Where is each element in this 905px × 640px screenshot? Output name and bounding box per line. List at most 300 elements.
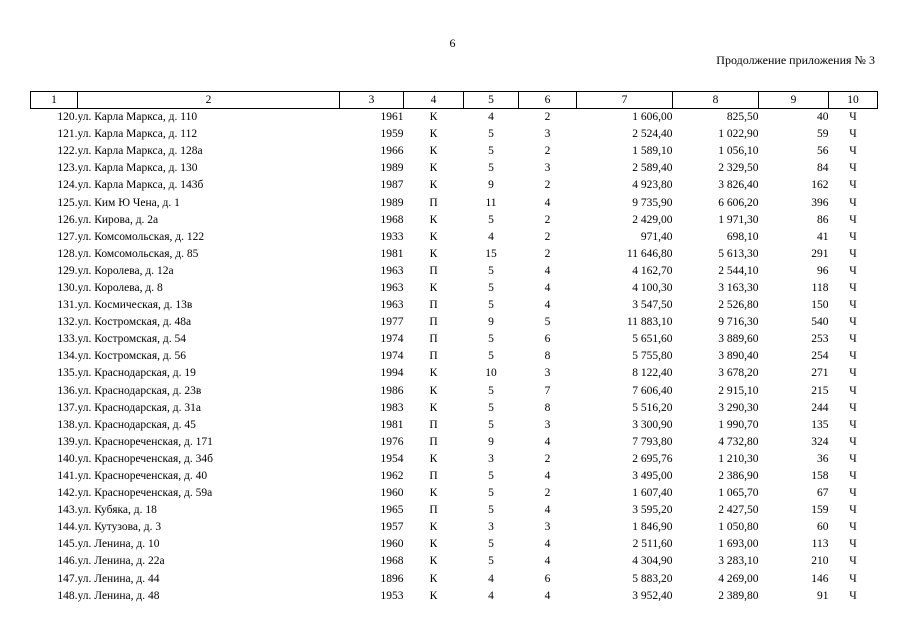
cell-entrances: 4 — [544, 264, 551, 277]
cell-total-area: 5 651,60 — [632, 333, 673, 346]
cell-year-built: 1957 — [380, 521, 404, 534]
cell-floors: 5 — [488, 384, 494, 397]
table-row — [31, 468, 878, 485]
cell-wall-material: П — [429, 196, 438, 209]
cell-residents: 158 — [811, 470, 829, 483]
cell-floors: 5 — [488, 213, 494, 226]
table-row — [31, 519, 878, 536]
cell-status: Ч — [849, 435, 857, 448]
cell-row-number: 140. — [57, 452, 78, 465]
cell-total-area: 8 122,40 — [632, 367, 673, 380]
cell-total-area: 5 516,20 — [632, 401, 673, 414]
cell-row-number: 123. — [57, 162, 78, 175]
table-row — [31, 365, 878, 382]
cell-address: ул. Комсомольская, д. 85 — [77, 247, 199, 260]
cell-year-built: 1968 — [380, 555, 404, 568]
cell-total-area: 7 606,40 — [632, 384, 673, 397]
table-row — [31, 160, 878, 177]
cell-row-number: 143. — [57, 504, 78, 517]
cell-residents: 118 — [811, 281, 829, 294]
cell-wall-material: К — [429, 555, 438, 568]
cell-living-area: 9 716,30 — [718, 316, 759, 329]
cell-entrances: 4 — [544, 281, 551, 294]
cell-status: Ч — [849, 538, 857, 551]
cell-residents: 210 — [811, 555, 829, 568]
table-row — [31, 212, 878, 229]
cell-status: Ч — [849, 555, 857, 568]
cell-living-area: 698,10 — [726, 230, 759, 243]
cell-row-number: 128. — [57, 247, 78, 260]
cell-total-area: 3 495,00 — [632, 470, 673, 483]
cell-address: ул. Краснодарская, д. 45 — [77, 418, 196, 431]
cell-address: ул. Кубяка, д. 18 — [77, 504, 157, 517]
table-row — [31, 417, 878, 434]
cell-address: ул. Карла Маркса, д. 128а — [77, 145, 203, 158]
cell-living-area: 1 693,00 — [718, 538, 759, 551]
table-row — [31, 297, 878, 314]
cell-status: Ч — [849, 179, 857, 192]
cell-status: Ч — [849, 316, 857, 329]
cell-entrances: 3 — [544, 128, 551, 141]
cell-status: Ч — [849, 418, 857, 431]
cell-year-built: 1981 — [380, 418, 404, 431]
column-header: 3 — [340, 92, 404, 109]
cell-entrances: 3 — [544, 367, 551, 380]
cell-wall-material: К — [429, 589, 438, 602]
cell-residents: 96 — [817, 264, 829, 277]
cell-status: Ч — [849, 264, 857, 277]
cell-floors: 5 — [488, 162, 494, 175]
cell-floors: 5 — [488, 145, 494, 158]
cell-living-area: 1 210,30 — [718, 452, 759, 465]
cell-residents: 291 — [811, 247, 829, 260]
table-row — [31, 314, 878, 331]
cell-year-built: 1961 — [380, 111, 404, 124]
cell-living-area: 2 386,90 — [718, 470, 759, 483]
cell-residents: 271 — [811, 367, 829, 380]
column-header: 8 — [673, 92, 759, 109]
registry-table — [30, 91, 878, 605]
cell-wall-material: К — [429, 521, 438, 534]
table-row — [31, 571, 878, 588]
cell-year-built: 1962 — [380, 470, 404, 483]
cell-row-number: 130. — [57, 281, 78, 294]
table-row — [31, 400, 878, 417]
cell-floors: 4 — [488, 230, 494, 243]
cell-total-area: 971,40 — [640, 230, 673, 243]
cell-status: Ч — [849, 196, 857, 209]
cell-total-area: 5 883,20 — [632, 572, 673, 585]
cell-year-built: 1989 — [380, 162, 404, 175]
cell-total-area: 2 429,00 — [632, 213, 673, 226]
cell-status: Ч — [849, 247, 857, 260]
cell-residents: 150 — [811, 299, 829, 312]
cell-address: ул. Королева, д. 8 — [77, 281, 163, 294]
cell-address: ул. Ленина, д. 48 — [77, 589, 160, 602]
table-row — [31, 348, 878, 365]
cell-row-number: 125. — [57, 196, 78, 209]
cell-floors: 4 — [488, 589, 494, 602]
cell-wall-material: К — [429, 145, 438, 158]
cell-living-area: 1 050,80 — [718, 521, 759, 534]
cell-year-built: 1974 — [380, 350, 404, 363]
cell-row-number: 139. — [57, 435, 78, 448]
cell-entrances: 2 — [544, 230, 551, 243]
cell-entrances: 4 — [544, 196, 551, 209]
cell-status: Ч — [849, 572, 857, 585]
cell-residents: 396 — [811, 196, 829, 209]
cell-floors: 5 — [488, 555, 494, 568]
cell-address: ул. Краснодарская, д. 19 — [77, 367, 196, 380]
cell-entrances: 3 — [544, 521, 551, 534]
cell-row-number: 136. — [57, 384, 78, 397]
cell-residents: 540 — [811, 316, 829, 329]
column-header: 9 — [759, 92, 829, 109]
cell-year-built: 1953 — [380, 589, 404, 602]
cell-address: ул. Кутузова, д. 3 — [77, 521, 162, 534]
cell-year-built: 1968 — [380, 213, 404, 226]
cell-total-area: 4 162,70 — [632, 264, 673, 277]
cell-entrances: 2 — [544, 213, 551, 226]
cell-entrances: 6 — [544, 572, 551, 585]
cell-status: Ч — [849, 521, 857, 534]
cell-floors: 9 — [488, 179, 494, 192]
cell-wall-material: К — [429, 572, 438, 585]
cell-entrances: 3 — [544, 418, 551, 431]
cell-floors: 5 — [488, 350, 494, 363]
continuation-note: Продолжение приложения № 3 — [716, 53, 875, 67]
cell-living-area: 1 022,90 — [718, 128, 759, 141]
cell-living-area: 4 269,00 — [718, 572, 759, 585]
cell-total-area: 3 300,90 — [632, 418, 673, 431]
cell-total-area: 3 952,40 — [632, 589, 673, 602]
cell-year-built: 1994 — [380, 367, 404, 380]
cell-year-built: 1974 — [380, 333, 404, 346]
cell-status: Ч — [849, 128, 857, 141]
cell-row-number: 129. — [57, 264, 78, 277]
cell-living-area: 2 544,10 — [718, 264, 759, 277]
cell-row-number: 144. — [57, 521, 78, 534]
cell-row-number: 132. — [57, 316, 78, 329]
cell-entrances: 4 — [544, 538, 551, 551]
cell-floors: 5 — [488, 281, 494, 294]
cell-floors: 9 — [488, 316, 494, 329]
cell-floors: 5 — [488, 538, 494, 551]
cell-total-area: 2 695,76 — [632, 452, 673, 465]
table-row — [31, 383, 878, 400]
cell-total-area: 9 735,90 — [632, 196, 673, 209]
cell-floors: 5 — [488, 418, 494, 431]
cell-wall-material: К — [429, 247, 438, 260]
cell-residents: 60 — [817, 521, 829, 534]
cell-address: ул. Королева, д. 12а — [77, 264, 174, 277]
cell-year-built: 1977 — [380, 316, 404, 329]
cell-year-built: 1963 — [380, 299, 404, 312]
cell-floors: 3 — [488, 521, 494, 534]
cell-wall-material: П — [429, 299, 438, 312]
cell-floors: 5 — [488, 264, 494, 277]
cell-row-number: 127. — [57, 230, 78, 243]
cell-total-area: 3 547,50 — [632, 299, 673, 312]
table-row — [31, 451, 878, 468]
cell-row-number: 120. — [57, 111, 78, 124]
cell-residents: 40 — [817, 111, 829, 124]
cell-residents: 36 — [817, 452, 829, 465]
table-row — [31, 109, 878, 127]
cell-address: ул. Костромская, д. 48а — [77, 316, 192, 329]
cell-address: ул. Карла Маркса, д. 130 — [77, 162, 198, 175]
cell-living-area: 2 427,50 — [718, 504, 759, 517]
table-row — [31, 177, 878, 194]
cell-year-built: 1989 — [380, 196, 404, 209]
cell-floors: 5 — [488, 504, 494, 517]
cell-row-number: 122. — [57, 145, 78, 158]
cell-wall-material: К — [429, 213, 438, 226]
cell-status: Ч — [849, 384, 857, 397]
cell-address: ул. Краснореченская, д. 34б — [77, 452, 213, 465]
cell-residents: 159 — [811, 504, 829, 517]
cell-total-area: 1 607,40 — [632, 487, 673, 500]
cell-living-area: 3 283,10 — [718, 555, 759, 568]
cell-residents: 324 — [811, 435, 829, 448]
cell-total-area: 2 524,40 — [632, 128, 673, 141]
cell-residents: 67 — [817, 487, 829, 500]
cell-floors: 9 — [488, 435, 494, 448]
cell-residents: 162 — [811, 179, 829, 192]
cell-year-built: 1965 — [380, 504, 404, 517]
cell-living-area: 2 915,10 — [718, 384, 759, 397]
cell-wall-material: К — [429, 128, 438, 141]
cell-year-built: 1981 — [380, 247, 404, 260]
table-row — [31, 229, 878, 246]
cell-row-number: 147. — [57, 572, 78, 585]
cell-address: ул. Космическая, д. 13в — [77, 299, 193, 312]
cell-floors: 4 — [488, 572, 494, 585]
cell-floors: 5 — [488, 487, 494, 500]
cell-total-area: 3 595,20 — [632, 504, 673, 517]
cell-total-area: 4 304,90 — [632, 555, 673, 568]
table-row — [31, 434, 878, 451]
cell-living-area: 1 065,70 — [718, 487, 759, 500]
cell-living-area: 1 971,30 — [718, 213, 759, 226]
cell-residents: 253 — [811, 333, 829, 346]
cell-wall-material: К — [429, 111, 438, 124]
table-row — [31, 143, 878, 160]
cell-entrances: 4 — [544, 555, 551, 568]
cell-row-number: 145. — [57, 538, 78, 551]
cell-address: ул. Краснореченская, д. 40 — [77, 470, 208, 483]
cell-residents: 254 — [811, 350, 829, 363]
table-row — [31, 553, 878, 570]
cell-year-built: 1986 — [380, 384, 404, 397]
table-row — [31, 246, 878, 263]
cell-status: Ч — [849, 504, 857, 517]
cell-entrances: 4 — [544, 435, 551, 448]
cell-residents: 56 — [817, 145, 829, 158]
cell-living-area: 1 056,10 — [718, 145, 759, 158]
cell-living-area: 5 613,30 — [718, 247, 759, 260]
cell-year-built: 1983 — [380, 401, 404, 414]
cell-total-area: 7 793,80 — [632, 435, 673, 448]
cell-residents: 113 — [811, 538, 829, 551]
cell-floors: 5 — [488, 333, 494, 346]
table-row — [31, 502, 878, 519]
cell-wall-material: К — [429, 384, 438, 397]
cell-status: Ч — [849, 299, 857, 312]
cell-status: Ч — [849, 111, 857, 124]
cell-floors: 11 — [485, 196, 497, 209]
cell-wall-material: К — [429, 162, 438, 175]
cell-entrances: 6 — [544, 333, 551, 346]
cell-entrances: 2 — [544, 179, 551, 192]
cell-floors: 5 — [488, 299, 494, 312]
cell-wall-material: П — [429, 316, 438, 329]
cell-row-number: 121. — [57, 128, 78, 141]
cell-row-number: 141. — [57, 470, 78, 483]
cell-floors: 15 — [485, 247, 497, 260]
cell-residents: 59 — [817, 128, 829, 141]
table-row — [31, 280, 878, 297]
cell-residents: 41 — [817, 230, 829, 243]
cell-year-built: 1963 — [380, 281, 404, 294]
cell-living-area: 2 389,80 — [718, 589, 759, 602]
cell-status: Ч — [849, 350, 857, 363]
column-header: 4 — [404, 92, 464, 109]
table-row — [31, 588, 878, 605]
cell-wall-material: П — [429, 264, 438, 277]
cell-wall-material: К — [429, 367, 438, 380]
cell-row-number: 135. — [57, 367, 78, 380]
cell-year-built: 1976 — [380, 435, 404, 448]
cell-living-area: 3 890,40 — [718, 350, 759, 363]
cell-living-area: 3 889,60 — [718, 333, 759, 346]
cell-entrances: 2 — [544, 452, 551, 465]
cell-address: ул. Кирова, д. 2а — [77, 213, 159, 226]
cell-status: Ч — [849, 230, 857, 243]
cell-total-area: 1 846,90 — [632, 521, 673, 534]
cell-entrances: 8 — [544, 401, 551, 414]
cell-entrances: 8 — [544, 350, 551, 363]
cell-wall-material: П — [429, 333, 438, 346]
cell-status: Ч — [849, 213, 857, 226]
column-header: 6 — [519, 92, 577, 109]
cell-entrances: 4 — [544, 589, 551, 602]
cell-total-area: 1 589,10 — [632, 145, 673, 158]
cell-residents: 146 — [811, 572, 829, 585]
cell-living-area: 6 606,20 — [718, 196, 759, 209]
cell-total-area: 5 755,80 — [632, 350, 673, 363]
cell-living-area: 3 163,30 — [718, 281, 759, 294]
cell-address: ул. Комсомольская, д. 122 — [77, 230, 205, 243]
cell-row-number: 142. — [57, 487, 78, 500]
cell-entrances: 4 — [544, 504, 551, 517]
table-body — [31, 109, 878, 605]
cell-address: ул. Ленина, д. 10 — [77, 538, 160, 551]
cell-floors: 5 — [488, 470, 494, 483]
cell-wall-material: П — [429, 350, 438, 363]
cell-year-built: 1954 — [380, 452, 404, 465]
cell-total-area: 4 923,80 — [632, 179, 673, 192]
cell-row-number: 134. — [57, 350, 78, 363]
cell-year-built: 1987 — [380, 179, 404, 192]
cell-status: Ч — [849, 487, 857, 500]
cell-address: ул. Костромская, д. 54 — [77, 333, 186, 346]
cell-status: Ч — [849, 145, 857, 158]
cell-address: ул. Ленина, д. 44 — [77, 572, 160, 585]
cell-wall-material: К — [429, 281, 438, 294]
cell-row-number: 148. — [57, 589, 78, 602]
table-row — [31, 194, 878, 211]
cell-entrances: 5 — [544, 316, 551, 329]
column-header: 2 — [78, 92, 340, 109]
cell-living-area: 3 290,30 — [718, 401, 759, 414]
cell-residents: 86 — [817, 213, 829, 226]
cell-row-number: 124. — [57, 179, 78, 192]
cell-wall-material: П — [429, 504, 438, 517]
cell-living-area: 2 329,50 — [718, 162, 759, 175]
column-header: 5 — [464, 92, 519, 109]
table-row — [31, 126, 878, 143]
cell-entrances: 2 — [544, 247, 551, 260]
cell-living-area: 1 990,70 — [718, 418, 759, 431]
cell-living-area: 825,50 — [726, 111, 759, 124]
cell-row-number: 146. — [57, 555, 78, 568]
cell-entrances: 2 — [544, 111, 551, 124]
cell-entrances: 4 — [544, 299, 551, 312]
cell-wall-material: П — [429, 418, 438, 431]
cell-entrances: 2 — [544, 487, 551, 500]
cell-wall-material: П — [429, 470, 438, 483]
cell-row-number: 131. — [57, 299, 78, 312]
cell-year-built: 1896 — [380, 572, 404, 585]
cell-row-number: 138. — [57, 418, 78, 431]
cell-status: Ч — [849, 452, 857, 465]
cell-status: Ч — [849, 401, 857, 414]
cell-row-number: 133. — [57, 333, 78, 346]
cell-wall-material: К — [429, 538, 438, 551]
cell-address: ул. Ким Ю Чена, д. 1 — [77, 196, 180, 209]
cell-address: ул. Карла Маркса, д. 143б — [77, 179, 204, 192]
cell-living-area: 4 732,80 — [718, 435, 759, 448]
cell-wall-material: К — [429, 401, 438, 414]
table-row — [31, 331, 878, 348]
cell-status: Ч — [849, 589, 857, 602]
cell-status: Ч — [849, 162, 857, 175]
cell-address: ул. Краснореченская, д. 171 — [77, 435, 213, 448]
cell-residents: 84 — [817, 162, 829, 175]
cell-row-number: 137. — [57, 401, 78, 414]
column-header: 10 — [829, 92, 878, 109]
table-row — [31, 536, 878, 553]
cell-floors: 3 — [488, 452, 494, 465]
cell-address: ул. Краснодарская, д. 23в — [77, 384, 202, 397]
cell-total-area: 1 606,00 — [632, 111, 673, 124]
cell-total-area: 11 883,10 — [626, 316, 673, 329]
cell-floors: 5 — [488, 128, 494, 141]
cell-address: ул. Карла Маркса, д. 112 — [77, 128, 198, 141]
cell-wall-material: К — [429, 179, 438, 192]
cell-floors: 10 — [485, 367, 497, 380]
cell-wall-material: П — [429, 435, 438, 448]
cell-status: Ч — [849, 281, 857, 294]
cell-wall-material: К — [429, 487, 438, 500]
cell-year-built: 1960 — [380, 538, 404, 551]
cell-address: ул. Карла Маркса, д. 110 — [77, 111, 198, 124]
cell-status: Ч — [849, 333, 857, 346]
cell-living-area: 3 826,40 — [718, 179, 759, 192]
cell-address: ул. Костромская, д. 56 — [77, 350, 186, 363]
cell-total-area: 4 100,30 — [632, 281, 673, 294]
